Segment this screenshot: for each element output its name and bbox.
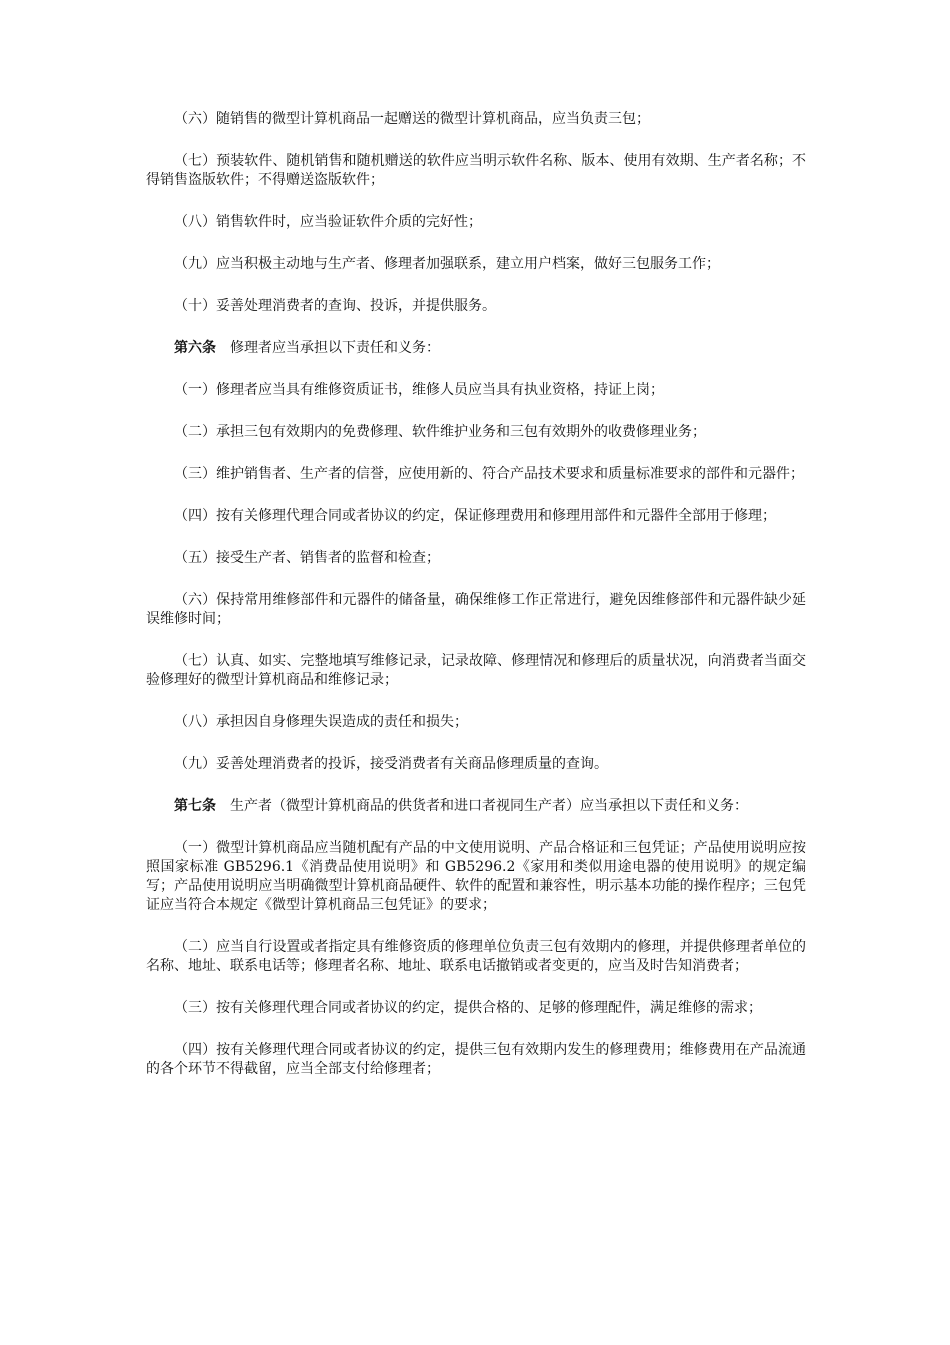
article-heading xyxy=(146,797,806,816)
clause-paragraph: （六）保持常用维修部件和元器件的储备量，确保维修工作正常进行，避免因维修部件和元器件缺少延误维修时间； xyxy=(146,592,806,627)
article-text: 生产者（微型计算机商品的供货者和进口者视同生产者）应当承担以下责任和义务： xyxy=(230,798,748,814)
clause-paragraph: （四）按有关修理代理合同或者协议的约定，保证修理费用和修理用部件和元器件全部用于修理； xyxy=(174,508,776,524)
clause-paragraph: （七）认真、如实、完整地填写维修记录，记录故障、修理情况和修理后的质量状况，向消费者当面交验修理好的微型计算机商品和维修记录； xyxy=(146,653,806,688)
clause-paragraph: （五）接受生产者、销售者的监督和检查； xyxy=(174,550,440,566)
clause-paragraph: （八）销售软件时，应当验证软件介质的完好性； xyxy=(174,214,482,230)
clause-paragraph: （三）按有关修理代理合同或者协议的约定，提供合格的、足够的修理配件，满足维修的需求； xyxy=(174,1000,762,1016)
clause-paragraph: （二）承担三包有效期内的免费修理、软件维护业务和三包有效期外的收费修理业务； xyxy=(174,424,706,440)
clause-paragraph: （十）妥善处理消费者的查询、投诉，并提供服务。 xyxy=(174,298,496,314)
clause-paragraph: （六）随销售的微型计算机商品一起赠送的微型计算机商品，应当负责三包； xyxy=(174,111,650,127)
article-heading xyxy=(146,339,806,358)
clause-paragraph: （二）应当自行设置或者指定具有维修资质的修理单位负责三包有效期内的修理，并提供修理者单位的名称、地址、联系电话等；修理者名称、地址、联系电话撤销或者变更的，应当及时告知消费者； xyxy=(146,939,806,974)
article-text: 修理者应当承担以下责任和义务： xyxy=(230,340,440,356)
clause-paragraph: （四）按有关修理代理合同或者协议的约定，提供三包有效期内发生的修理费用；维修费用在产品流通的各个环节不得截留，应当全部支付给修理者； xyxy=(146,1042,806,1077)
clause-paragraph: （九）妥善处理消费者的投诉，接受消费者有关商品修理质量的查询。 xyxy=(174,756,608,772)
clause-paragraph: （一）修理者应当具有维修资质证书，维修人员应当具有执业资格，持证上岗； xyxy=(174,382,664,398)
clause-paragraph: （七）预装软件、随机销售和随机赠送的软件应当明示软件名称、版本、使用有效期、生产者名称；不得销售盗版软件；不得赠送盗版软件； xyxy=(146,153,806,188)
clause-paragraph: （一）微型计算机商品应当随机配有产品的中文使用说明、产品合格证和三包凭证；产品使用说明应按照国家标准 GB5296.1《消费品使用说明》和 GB5296.2《家用和类似用途电器的使用说明》的规定编写；产品使用说明应当明确微型计算机商品硬件、软件的配置和兼容性，明示基本功能的操作程序；三包凭证应当符合本规定《微型计算机商品三包凭证》的要求； xyxy=(146,840,806,913)
clause-paragraph: （八）承担因自身修理失误造成的责任和损失； xyxy=(174,714,468,730)
article-number: 第六条 xyxy=(174,340,216,356)
document-page xyxy=(146,110,806,1102)
article-number: 第七条 xyxy=(174,798,216,814)
clause-paragraph: （三）维护销售者、生产者的信誉，应使用新的、符合产品技术要求和质量标准要求的部件和元器件； xyxy=(174,466,804,482)
clause-paragraph: （九）应当积极主动地与生产者、修理者加强联系，建立用户档案，做好三包服务工作； xyxy=(174,256,720,272)
